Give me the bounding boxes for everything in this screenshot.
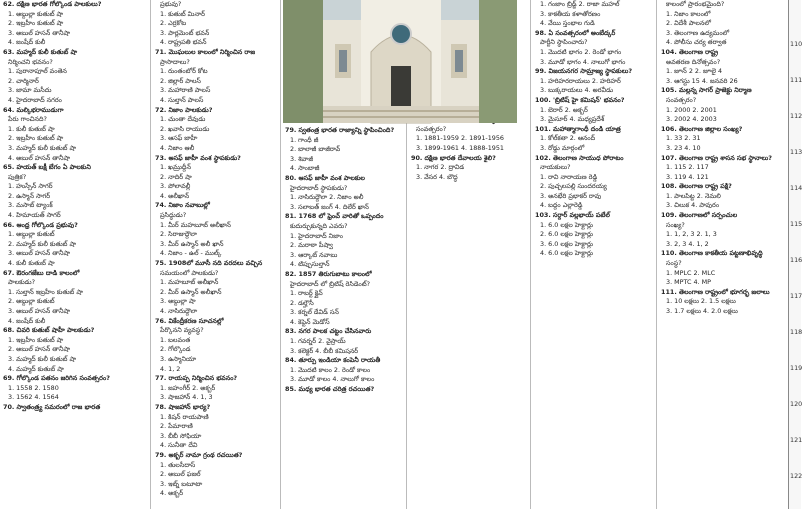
option-line: 1. గవర్నర్ 2. వైస్రాయ్	[290, 337, 346, 346]
option-line: 1. 6.0 లక్షల హెక్టార్లు	[540, 220, 593, 229]
question-text: 70. స్వాతంత్ర్య సమరంలో రాజ భారత	[3, 402, 101, 411]
option-line: 4. సాంబాజీ	[290, 164, 320, 173]
option-line: సంవత్సరం?	[416, 124, 447, 133]
option-line: 1. జూన్ 2 2. జూలై 4	[666, 67, 723, 76]
option-line: 4. అలీఖాన్	[160, 191, 190, 200]
question-text: 84. తూర్పు ఇండియా కంపెనీ రాయతీ	[285, 356, 381, 365]
option-line: 1. నాసిరుద్దౌలా 2. నిజాం అలీ	[290, 193, 364, 202]
option-line: 3. అబుల్ హసన్ తానీషా	[8, 307, 71, 315]
option-line: కాలంలో ప్రారంభమైంది?	[666, 0, 725, 8]
option-line: 1. చుంతా దేవుడు	[160, 115, 206, 124]
option-line: 2. సిరాజుద్దౌలా	[160, 230, 197, 239]
option-line: 1. 2000 2. 2001	[666, 105, 717, 114]
option-line: 1. నాగర 2. ద్రావిడ	[416, 163, 465, 172]
option-line: 2. డల్హౌసీ	[290, 298, 314, 307]
edge-number: 115	[790, 220, 802, 228]
option-line: 1. 10 లక్షలు 2. 1.5 లక్షలు	[666, 297, 736, 306]
option-line: 2. పుచ్చలపల్లి సుందరయ్య	[540, 182, 607, 191]
question-text: 76. వికేంద్రీకరణ సూచనల్లో	[155, 316, 224, 325]
option-line: నాయకులు?	[540, 163, 571, 172]
question-text: 101. మహాత్మాగాంధీ దండి యాత్ర	[535, 124, 621, 133]
option-line: 3. 23 4. 10	[666, 143, 701, 152]
option-line: సంస్థ?	[666, 259, 682, 268]
option-line: 3. తెలంగాణ ఉద్యమంలో	[666, 28, 730, 37]
option-line: 1. తులసీదాస్	[160, 460, 196, 469]
question-text: 107. తెలంగాణ రాష్ట్ర శాసన సభ స్థానాలు?	[661, 153, 772, 162]
option-line: 1. 115 2. 117	[666, 163, 709, 172]
option-line: 3. రోడ్డు మార్గంలో	[540, 143, 585, 152]
question-text: 64. మల్కిభరాముడుగా	[3, 105, 64, 114]
question-text: 71. మొఘలుల కాలంలో నిర్మించిన రాజ	[155, 47, 256, 56]
option-line: 4. 6.0 లక్షల హెక్టార్లు	[540, 249, 593, 258]
option-line: 3. పోలావల్లీ	[160, 182, 191, 191]
edge-number: 112	[790, 112, 802, 120]
option-line: 4. 1, 2	[160, 364, 181, 373]
option-line: 3. 119 4. 121	[666, 172, 709, 181]
option-line: 4. అబుల్ హసన్ తానీషా	[8, 153, 71, 162]
question-text: 79. స్వతంత్ర భారత రాజ్యాన్ని స్థాపించింది?	[285, 126, 395, 134]
right-page-edge	[788, 0, 801, 509]
edge-number: 111	[790, 76, 802, 84]
question-text: 110. తెలంగాణ కాకతీయ పట్టణాభివృద్ధి	[661, 249, 763, 258]
option-line: 1. నిజాం కాలంలో	[666, 9, 711, 18]
option-line: 1. హరిహరరాయలు 2. హరిహర్	[540, 76, 621, 85]
option-line: సంవత్సరం?	[666, 95, 697, 104]
option-line: 3. కాకతీయ కళాతోరణం	[540, 9, 601, 18]
option-line: 3. MPTC 4. MP	[666, 278, 712, 287]
option-line: 1. 1, 2, 3 2. 1, 3	[666, 230, 717, 239]
option-line: 1. రుంతంబోర్ కోట	[160, 67, 208, 76]
option-line: పుత్రిక?	[8, 172, 27, 181]
question-text: 100. 'బ్రిటిష్ హై కమిషన్' భవనం?	[535, 95, 625, 104]
option-line: 3. మీర్ ఉస్మాన్ అలీ ఖాన్	[160, 239, 224, 248]
option-line: 2. ఇబ్రహీం కుతుబ్ షా	[8, 134, 64, 143]
edge-number: 114	[790, 184, 802, 192]
question-text: 104. తెలంగాణ రాష్ట్ర	[661, 47, 719, 56]
option-line: 1. MPLC 2. MLC	[666, 268, 716, 277]
question-text: 77. రాయప్ప నిర్మించిన భవనం?	[155, 374, 238, 383]
question-text: 105. మల్లన్న సాగర్ ప్రాజెక్టు నిర్మాణ	[661, 86, 752, 95]
option-line: 3. మూడో కాలం 4. నాలుగో కాలం	[290, 375, 375, 384]
option-line: 3. కలెక్టర్ 4. బీబీ కమిషనర్	[290, 346, 359, 355]
option-line: అవతరణ దినోత్సవం?	[666, 57, 721, 66]
option-line: 3. 6.0 లక్షల హెక్టార్లు	[540, 239, 593, 248]
option-line: 4. నాసిరుద్దౌలా	[160, 307, 198, 315]
option-line: 3. 2002 4. 2003	[666, 115, 717, 124]
option-line: 3. అబుల్ హసన్ తానీషా	[8, 249, 71, 258]
option-line: పేర్కొనని వ్యవస్థ?	[160, 326, 204, 335]
question-text: 99. విజయనగర సామ్రాజ్య స్థాపకులు?	[535, 67, 633, 76]
option-line: 3. జామా మసీదు	[8, 86, 52, 95]
option-line: పార్టీని స్థాపించారు?	[540, 38, 588, 47]
option-line: 4. జంషీద్ కులీ	[8, 316, 46, 325]
option-line: 1. హుస్సేన్ సాగర్	[8, 182, 53, 191]
option-line: హైదరాబాద్ లో బ్రిటిష్ రెసిడెంట్?	[290, 279, 371, 288]
option-line: 3. పార్లమెంట్ భవన్	[160, 28, 210, 37]
option-line: 1. గంజాం బ్రిడ్జ్ 2. రాజా మహల్	[540, 0, 620, 8]
option-line: 3. కర్నల్ డేవిడ్ సన్	[290, 308, 339, 317]
option-line: 3. మహ్మద్ కులీ కుతుబ్ షా	[8, 354, 77, 363]
option-line: 4. కులీ కుతుబ్ షా	[8, 259, 55, 268]
question-text: 102. తెలంగాణ సాయుధ పోరాటం	[535, 153, 624, 162]
column-3-text	[285, 126, 407, 395]
option-line: పాలకుడు?	[8, 278, 35, 287]
option-line: 4. నిజాం ఆలీ	[160, 143, 195, 152]
edge-number: 119	[790, 364, 802, 372]
option-line: కుదుర్చుకున్నది ఎవరు?	[290, 221, 348, 230]
edge-number: 118	[790, 328, 802, 336]
option-line: 3. శివాజీ	[290, 154, 314, 163]
column-5	[530, 0, 661, 509]
question-text: 98. ఏ సంవత్సరంలో అంబేద్కర్	[535, 28, 616, 37]
option-line: 1. అబ్దుల్లా కుతుబ్	[8, 230, 55, 239]
option-line: సంఖ్య?	[666, 220, 685, 229]
option-line: 3. ఉస్మానియా	[160, 354, 197, 363]
question-text: 103. సర్దార్ వల్లభాయ్ పటేల్	[535, 211, 610, 220]
option-line: 2. ఎర్రకోట	[160, 19, 187, 28]
option-line: 3. మహారాణి పాలస్	[160, 86, 211, 95]
question-text: 108. తెలంగాణ రాష్ట్ర పక్షి?	[661, 182, 732, 191]
option-line: 1. 1558 2. 1580	[8, 383, 59, 392]
option-line: 3. వేసర 4. బౌద్ధ	[416, 172, 458, 181]
option-line: 2. మహ్మద్ కులీ కుతుబ్ షా	[8, 239, 77, 248]
option-line: 1. రావి నారాయణ రెడ్డి	[540, 172, 598, 181]
option-line: 3. 1.7 లక్షలు 4. 2.0 లక్షలు	[666, 307, 738, 315]
option-line: 1. సుల్తాన్ ఇబ్రహీం కుతుబ్ షా	[8, 287, 83, 296]
option-line: 3. బీబీ సోఫియా	[160, 431, 202, 440]
option-line: 3. బుక్కరాయలు 4. అరవీడు	[540, 86, 614, 95]
option-line: 1. పాలపిట్ట 2. నెమలి	[666, 191, 721, 200]
edge-number: 117	[790, 292, 802, 300]
edge-number: 122	[790, 472, 802, 480]
option-line: 3. అనభేరి ప్రభాకర్ రావు	[540, 191, 602, 200]
edge-number: 121	[790, 436, 802, 444]
option-line: ప్రాసాదాలు?	[160, 57, 190, 66]
option-line: 4. బద్దం ఎల్లారెడ్డి	[540, 201, 583, 210]
option-line: 2. ఉస్మాన్ సాగర్	[8, 191, 51, 200]
question-text: 63. మహ్మద్ కులీ కుతుబ్ షా	[3, 47, 78, 56]
option-line: 3. 1899-1961 4. 1888-1951	[416, 143, 504, 152]
option-line: 4. జంషీద్ కులీ	[8, 38, 46, 47]
option-line: 2. అబ్దుల్లా కుతుబ్	[8, 297, 55, 306]
option-line: 1. మీర్ మహబూబ్ అలీఖాన్	[160, 220, 231, 229]
option-line: 3. ఆగస్టు 15 4. జనవరి 26	[666, 76, 738, 85]
option-line: 2. విదేశీ పాలనలో	[666, 19, 711, 28]
option-line: 4. కెప్టెన్ మెడోస్	[290, 317, 330, 326]
church-photo	[283, 0, 517, 123]
option-line: 3. 1562 4. 1564	[8, 393, 59, 402]
option-line: 4. సునీతా దేవి	[160, 441, 198, 450]
option-line: 4. హైదరాబాద్ నగరం	[8, 95, 62, 104]
option-line: 2. బాలాజీ బాజీరావ్	[290, 145, 341, 154]
option-line: 4. సుల్తాన్ పాలస్	[160, 95, 204, 104]
question-text: 106. తెలంగాణ జిల్లాల సంఖ్య?	[661, 124, 743, 133]
option-line: 3. ఇబ్న్ బటూటా	[160, 479, 203, 488]
question-text: 75. 1908లో మూసీ నది వరదలు వచ్చిన	[155, 259, 263, 268]
option-line: 4. టిప్పుసుల్తాన్	[290, 260, 330, 269]
question-text: 82. 1857 తిరుగుబాటు కాలంలో	[285, 269, 372, 278]
option-line: 4. నిజాం - ఉల్ - ముల్క్	[160, 249, 222, 258]
option-line: 2. పేమారాణి	[160, 422, 193, 431]
option-line: 1. బలవంత	[160, 335, 191, 344]
option-line: 1. పురానాపూల్ వంతెన	[8, 67, 67, 76]
question-text: 66. ఆంధ్ర గోల్కొండ ప్రభువు?	[3, 220, 78, 229]
column-6	[656, 0, 793, 509]
question-text: 83. నగర పాలక చట్టం చేసినవారు	[285, 327, 372, 336]
option-line: 1. ఇబ్రహీం కుతుబ్ షా	[8, 335, 64, 344]
option-line: ప్రభువు?	[160, 0, 182, 8]
option-line: 1. 1881-1959 2. 1891-1956	[416, 134, 504, 143]
option-line: 2. నాదిర్ షా	[160, 172, 192, 181]
option-line: 1. మొదటి కాలం 2. రెండో కాలం	[290, 365, 371, 374]
option-line: 1. జహంగీర్ 2. అక్బర్	[160, 383, 216, 392]
option-line: 1. రాబర్ట్ క్లైవ్	[290, 289, 323, 298]
option-line: 1. కులీ కుతుబ్ షా	[8, 124, 55, 133]
option-line: 4. అక్బర్	[160, 489, 184, 498]
option-line: 4. రాష్ట్రపతి భవన్	[160, 38, 207, 47]
option-line: 2. మరాఠా పీష్వా	[290, 241, 333, 250]
option-line: 4. పోలీసు చర్య తర్వాత	[666, 38, 727, 47]
option-line: 2. గోల్కొండ	[160, 345, 191, 354]
option-line: 1. ఖమ్రుద్దీన్	[160, 163, 191, 172]
option-line: 1. బెరార్ 2. అక్బర్	[540, 105, 588, 114]
option-line: 3. ఆర్కాట్ నవాబు	[290, 250, 338, 259]
option-line: 3. 2, 3 4. 1, 2	[666, 239, 709, 248]
option-line: 1. మొదటి భాగం 2. రెండో భాగం	[540, 47, 622, 56]
option-line: 2. అబుల్ హసన్ తానీషా	[8, 345, 71, 354]
option-line: 1. కోల్‌కతా 2. ఆనంద్	[540, 134, 596, 143]
option-line: 2. ఇబ్రహీం కుతుబ్ షా	[8, 19, 64, 28]
option-line: పేరు గాంచినది?	[8, 115, 47, 124]
question-text: 68. చివరి కుతుబ్ షాహీ పాలకుడు?	[3, 326, 95, 335]
option-line: 3. మహ్మద్ కులీ కుతుబ్ షా	[8, 143, 77, 152]
question-text: 85. మధ్య భారత చరిత్ర రచయిత?	[285, 385, 375, 394]
question-text: 69. గోల్కొండ పతనం జరిగిన సంవత్సరం?	[3, 374, 110, 383]
edge-number: 120	[790, 400, 802, 408]
option-line: 3. అబుల్ హసన్ తానీషా	[8, 28, 71, 37]
question-text: 109. తెలంగాణలో సర్పంచుల	[661, 211, 738, 220]
option-line: 2. చార్మినార్	[8, 76, 39, 85]
edge-number: 116	[790, 256, 802, 264]
option-line: నిర్మించని భవనం?	[8, 57, 53, 66]
option-line: 2. జిల్లార్ పాలస్	[160, 76, 201, 85]
option-line: 1. కిషన్ రాయపాణి	[160, 412, 209, 421]
question-text: 78. షాజహాన్ భార్య?	[155, 402, 211, 411]
option-line: 3. సలాబత్ జంగ్ 4. దిలేర్ ఖాన్	[290, 202, 369, 211]
option-line: 1. అబ్దుల్లా కుతుబ్ షా	[8, 9, 64, 18]
option-line: 4. హిమాయత్ సాగర్	[8, 211, 61, 220]
question-text: 73. అసఫ్ జాహీ వంశ స్థాపకుడు?	[155, 153, 241, 162]
option-line: 1. హైదరాబాద్ నిజాం	[290, 231, 343, 240]
option-line: 3. మూడో భాగం 4. నాలుగో భాగం	[540, 57, 626, 66]
option-line: 1. గాంధీ జీ	[290, 135, 319, 144]
option-line: 3. చిలుక 4. పావురం	[666, 201, 720, 210]
option-line: 3. ఆసఫ్ జాహీ	[160, 134, 198, 143]
question-text: 80. ఆసఫ్ జాహీ వంశ పాలకుల	[285, 173, 365, 182]
question-text: 90. దక్షిణ భారత దేవాలయ శైలి?	[411, 153, 496, 162]
option-line: 2. అబుల్ ఫజల్	[160, 470, 201, 479]
option-line: 1. 33 2. 31	[666, 134, 701, 143]
question-text: 72. నిజాం పాలకుడు?	[155, 105, 213, 114]
question-text: 62. దక్షిణ భారత గోల్కొండ పాలకులు?	[3, 0, 102, 8]
edge-number: 110	[790, 40, 802, 48]
option-line: 1. మహబూబ్ అలీఖాన్	[160, 278, 219, 287]
option-line: 3. అబ్దుల్లా షా	[160, 297, 196, 306]
question-text: 65. హయత్ బక్షీ బేగం ఏ పాలకుని	[3, 163, 91, 172]
question-text: 67. ఔరంగజేబు దాడి కాలంలో	[3, 268, 80, 277]
option-line: హైదరాబాద్ స్థాపకుడు?	[290, 183, 348, 192]
option-line: 1. కుతుబ్ మినార్	[160, 9, 205, 18]
option-line: ప్రసిద్ధుడు?	[160, 211, 187, 220]
option-line: 2. 6.0 లక్షల హెక్టార్లు	[540, 230, 593, 239]
question-text: 79. అక్బర్ నామా గ్రంథ రచయిత?	[155, 450, 243, 459]
question-text: 74. నిజాం నవాబుల్లో	[155, 201, 210, 210]
option-line: 4. మహ్మద్ కుతుబ్ షా	[8, 364, 64, 373]
option-line: 2. మీర్ ఉస్మాన్ అలీఖాన్	[160, 287, 222, 296]
column-2	[150, 0, 285, 509]
option-line: 3. మైసూర్ 4. మధ్యప్రదేశ్	[540, 115, 605, 124]
option-line: 4. వేయి స్తంభాల గుడి	[540, 19, 595, 28]
option-line: 3. షాజహాన్ 4. 1, 3	[160, 393, 213, 402]
question-text: 111. తెలంగాణ రాష్ట్రంలో భూగర్భ జలాలు	[661, 287, 770, 296]
column-1	[0, 0, 149, 509]
edge-number: 113	[790, 148, 802, 156]
option-line: 3. మసాబ్ ట్యాంక్	[8, 201, 53, 210]
church-illustration	[283, 0, 517, 123]
option-line: సమయంలో పాలకుడు?	[160, 268, 219, 277]
question-text: 81. 1768 లో ఫ్రెంచ్ వారితో ఒప్పందం	[285, 212, 384, 221]
option-line: 2. ఖవాసి రాయుడు	[160, 124, 210, 133]
